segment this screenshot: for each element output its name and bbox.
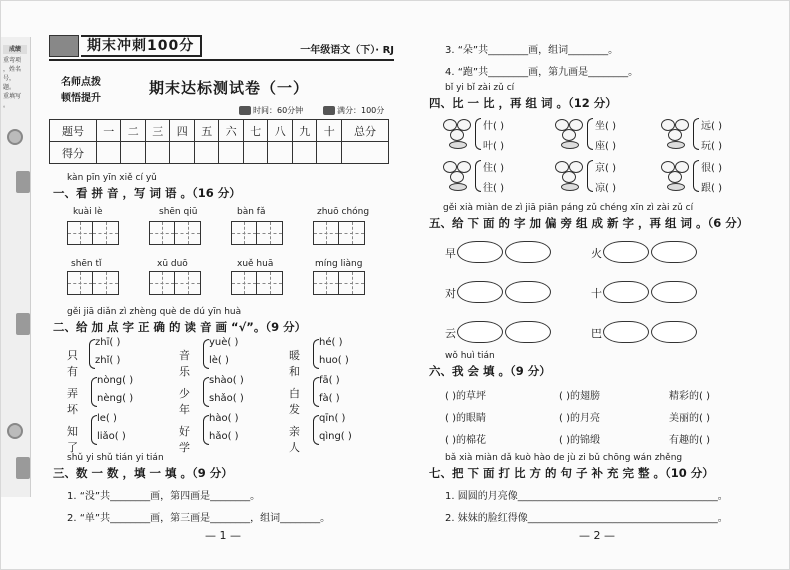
q1-pinyin-item: bàn fǎ [237, 207, 266, 217]
q3-title: 三、数 一 数 ，填 一 填 。（9 分） [53, 466, 233, 480]
q4-item[interactable]: 凉( ) [595, 183, 616, 194]
q4-item[interactable]: 玩( ) [701, 141, 722, 152]
cloud-answer-box[interactable] [651, 241, 697, 263]
page-header [49, 31, 394, 61]
brace-icon [587, 160, 593, 192]
flower-icon [553, 117, 587, 151]
choice-word: 好学 [179, 425, 190, 454]
q1-pinyin-item: shēn tǐ [71, 259, 102, 269]
score-entry[interactable] [243, 142, 268, 164]
cloud-answer-box[interactable] [603, 281, 649, 303]
cloud-answer-box[interactable] [457, 281, 503, 303]
q1-pinyin-item: kuài lè [73, 207, 103, 217]
score-entry[interactable] [292, 142, 317, 164]
q1-pinyin-item: míng liàng [315, 259, 363, 269]
binding-strip [1, 37, 31, 497]
q4-item[interactable]: 住( ) [483, 163, 504, 174]
q7-line[interactable]: 2. 妹妹的脸红得像______________________________________。 [445, 513, 728, 524]
binding-line: ，姓名 [3, 66, 22, 73]
binding-clip-icon [16, 171, 30, 193]
grade-label: 一年级语文（下）· RJ [300, 45, 394, 56]
binding-clip-icon [16, 457, 30, 479]
choice-option[interactable]: shǎo( ) [209, 393, 244, 404]
q4-title: 四、比 一 比 ，再 组 词 。（12 分） [429, 96, 617, 110]
writing-grid[interactable] [149, 221, 201, 245]
binding-hole-icon [7, 423, 23, 439]
q6-item[interactable]: 精彩的( ) [669, 391, 710, 402]
cloud-answer-box[interactable] [651, 321, 697, 343]
pen-icon [323, 106, 335, 115]
binding-tab [3, 45, 27, 110]
score-table [49, 119, 389, 164]
score-entry[interactable] [121, 142, 146, 164]
choice-option[interactable]: shào( ) [209, 375, 244, 386]
time-text: 时间：60分钟 [253, 106, 304, 115]
choice-option[interactable]: nèng( ) [97, 393, 134, 404]
score-cell: 得分 [50, 142, 97, 164]
q5-char: 对 [445, 287, 456, 300]
cloud-answer-box[interactable] [505, 321, 551, 343]
q4-item[interactable]: 往( ) [483, 183, 504, 194]
q6-item[interactable]: ( )的翅膀 [559, 391, 600, 402]
paper-title: 期末达标测试卷（一） [149, 79, 310, 97]
choice-option[interactable]: qīn( ) [319, 413, 346, 424]
q6-item[interactable]: ( )的棉花 [445, 435, 486, 446]
choice-word: 亲人 [289, 425, 300, 454]
binding-line: 题。 [3, 84, 16, 91]
q3-line[interactable]: 4. “跑”共________画，第九画是________。 [445, 67, 639, 78]
time-info [239, 105, 303, 116]
q2-pinyin: gěi jiā diǎn zì zhèng què de dú yīn huà [67, 307, 242, 317]
score-entry[interactable] [341, 142, 388, 164]
choice-word: 暖和 [289, 349, 300, 378]
binding-line: 号， [3, 75, 16, 82]
choice-option[interactable]: zhǐ( ) [95, 355, 121, 366]
flower-icon [659, 117, 693, 151]
score-entry[interactable] [219, 142, 244, 164]
q7-pinyin: bǎ xià miàn dǎ kuò hào de jù zi bǔ chōng wán zhěng [445, 453, 683, 463]
binding-line: 重弯项 [3, 57, 22, 64]
score-cell: 九 [292, 120, 317, 142]
q5-char: 云 [445, 327, 456, 340]
score-cell: 七 [243, 120, 268, 142]
writing-grid[interactable] [231, 271, 283, 295]
choice-word: 少年 [179, 387, 190, 416]
choice-option[interactable]: hǎo( ) [209, 431, 239, 442]
flower-icon [441, 159, 475, 193]
q6-item[interactable]: ( )的锦缎 [559, 435, 600, 446]
choice-word: 白发 [289, 387, 300, 416]
q7-title: 七、把 下 面 打 比 方 的 句 子 补 充 完 整 。（10 分） [429, 466, 714, 480]
q6-item[interactable]: 有趣的( ) [669, 435, 710, 446]
q4-item[interactable]: 很( ) [701, 163, 722, 174]
flower-icon [659, 159, 693, 193]
brace-icon [693, 160, 699, 192]
score-cell: 四 [170, 120, 195, 142]
q6-item[interactable]: ( )的眼睛 [445, 413, 486, 424]
score-table-header-row [50, 120, 389, 142]
choice-option[interactable]: liǎo( ) [97, 431, 126, 442]
page-number-left: — 1 — [205, 529, 241, 542]
q5-char: 早 [445, 247, 456, 260]
q5-char: 巴 [591, 327, 602, 340]
binding-clip-icon [16, 313, 30, 335]
q6-item[interactable]: 美丽的( ) [669, 413, 710, 424]
choice-option[interactable]: fā( ) [319, 375, 340, 386]
binding-tab-title: 成绩 [3, 45, 27, 54]
score-entry[interactable] [268, 142, 293, 164]
choice-option[interactable]: hé( ) [319, 337, 343, 348]
cloud-answer-box[interactable] [651, 281, 697, 303]
q4-pinyin: bǐ yi bǐ zài zǔ cí [445, 83, 515, 93]
q5-title: 五、给 下 面 的 字 加 偏 旁 组 成 新 字 ，再 组 词 。（6 分） [429, 216, 749, 230]
q1-pinyin-item: xū duō [157, 259, 188, 269]
choice-option[interactable]: qìng( ) [319, 431, 352, 442]
flower-icon [553, 159, 587, 193]
brace-icon [475, 118, 481, 150]
brace-icon [475, 160, 481, 192]
score-info [323, 105, 384, 116]
q6-title: 六、我 会 填 。（9 分） [429, 364, 551, 378]
score-entry[interactable] [145, 142, 170, 164]
choice-word: 知了 [67, 425, 78, 454]
clock-icon [239, 106, 251, 115]
q3-line[interactable]: 2. “单”共________画，第三画是________，组词________。 [67, 513, 331, 524]
series-title: 期末冲刺100分 [81, 35, 202, 57]
tips-line: 名师点拨 [61, 77, 101, 88]
q6-pinyin: wǒ huì tián [445, 351, 495, 361]
score-cell: 十 [317, 120, 342, 142]
q7-line[interactable]: 1. 圆圆的月亮像________________________________________。 [445, 491, 728, 502]
brace-icon [587, 118, 593, 150]
q2-title: 二、给 加 点 字 正 确 的 读 音 画 “√”。（9 分） [53, 320, 307, 334]
choice-option[interactable]: fà( ) [319, 393, 340, 404]
writing-grid[interactable] [149, 271, 201, 295]
score-cell: 三 [145, 120, 170, 142]
cloud-answer-box[interactable] [505, 241, 551, 263]
q6-item[interactable]: ( )的月亮 [559, 413, 600, 424]
q3-line[interactable]: 1. “没”共________画，第四画是________。 [67, 491, 261, 502]
q4-item[interactable]: 座( ) [595, 141, 616, 152]
choice-word: 音乐 [179, 349, 190, 378]
q1-pinyin: kàn pīn yīn xiě cí yǔ [67, 173, 157, 183]
cloud-answer-box[interactable] [505, 281, 551, 303]
binding-line: 重填写 [3, 93, 22, 100]
choice-word: 只有 [67, 349, 78, 378]
binding-line: 。 [3, 102, 10, 109]
score-cell: 题号 [50, 120, 97, 142]
binding-hole-icon [7, 129, 23, 145]
book-stack-icon [49, 35, 79, 57]
choice-option[interactable]: lè( ) [209, 355, 229, 366]
writing-grid[interactable] [67, 271, 119, 295]
choice-option[interactable]: nòng( ) [97, 375, 134, 386]
choice-word: 弄坏 [67, 387, 78, 416]
score-table-score-row [50, 142, 389, 164]
score-cell: 二 [121, 120, 146, 142]
cloud-answer-box[interactable] [603, 241, 649, 263]
score-entry[interactable] [170, 142, 195, 164]
choice-option[interactable]: yuè( ) [209, 337, 239, 348]
score-cell: 八 [268, 120, 293, 142]
cloud-answer-box[interactable] [457, 241, 503, 263]
q5-char: 火 [591, 247, 602, 260]
q4-item[interactable]: 远( ) [701, 121, 722, 132]
brace-icon [693, 118, 699, 150]
tips-line: 顿悟提升 [61, 93, 101, 104]
q6-item[interactable]: ( )的草坪 [445, 391, 486, 402]
score-entry[interactable] [194, 142, 219, 164]
q1-pinyin-item: shēn qiū [159, 207, 198, 217]
q1-pinyin-item: xuě huā [237, 259, 274, 269]
q4-item[interactable]: 叶( ) [483, 141, 504, 152]
q1-pinyin-item: zhuō chóng [317, 207, 370, 217]
q1-title: 一、看 拼 音 ，写 词 语 。（16 分） [53, 186, 241, 200]
q5-char: 十 [591, 287, 602, 300]
q5-pinyin: gěi xià miàn de zì jiā piān páng zǔ chéng xīn zì zài zǔ cí [443, 203, 694, 213]
score-cell: 五 [194, 120, 219, 142]
flower-icon [441, 117, 475, 151]
q3-pinyin: shǔ yi shǔ tián yi tián [67, 453, 164, 463]
q3-line[interactable]: 3. “朵”共________画，组词________。 [445, 45, 619, 56]
tips-block [61, 75, 101, 107]
score-entry[interactable] [96, 142, 121, 164]
full-score-text: 满分：100分 [337, 106, 385, 115]
q4-item[interactable]: 坐( ) [595, 121, 616, 132]
writing-grid[interactable] [67, 221, 119, 245]
choice-option[interactable]: zhī( ) [95, 337, 121, 348]
cloud-answer-box[interactable] [603, 321, 649, 343]
score-cell: 六 [219, 120, 244, 142]
score-cell: 一 [96, 120, 121, 142]
q4-item[interactable]: 跟( ) [701, 183, 722, 194]
score-cell: 总分 [341, 120, 388, 142]
writing-grid[interactable] [313, 271, 365, 295]
writing-grid[interactable] [313, 221, 365, 245]
page-number-right: — 2 — [579, 529, 615, 542]
choice-option[interactable]: le( ) [97, 413, 117, 424]
score-entry[interactable] [317, 142, 342, 164]
q4-item[interactable]: 什( ) [483, 121, 504, 132]
q4-item[interactable]: 京( ) [595, 163, 616, 174]
cloud-answer-box[interactable] [457, 321, 503, 343]
choice-option[interactable]: hào( ) [209, 413, 239, 424]
choice-option[interactable]: huo( ) [319, 355, 349, 366]
writing-grid[interactable] [231, 221, 283, 245]
